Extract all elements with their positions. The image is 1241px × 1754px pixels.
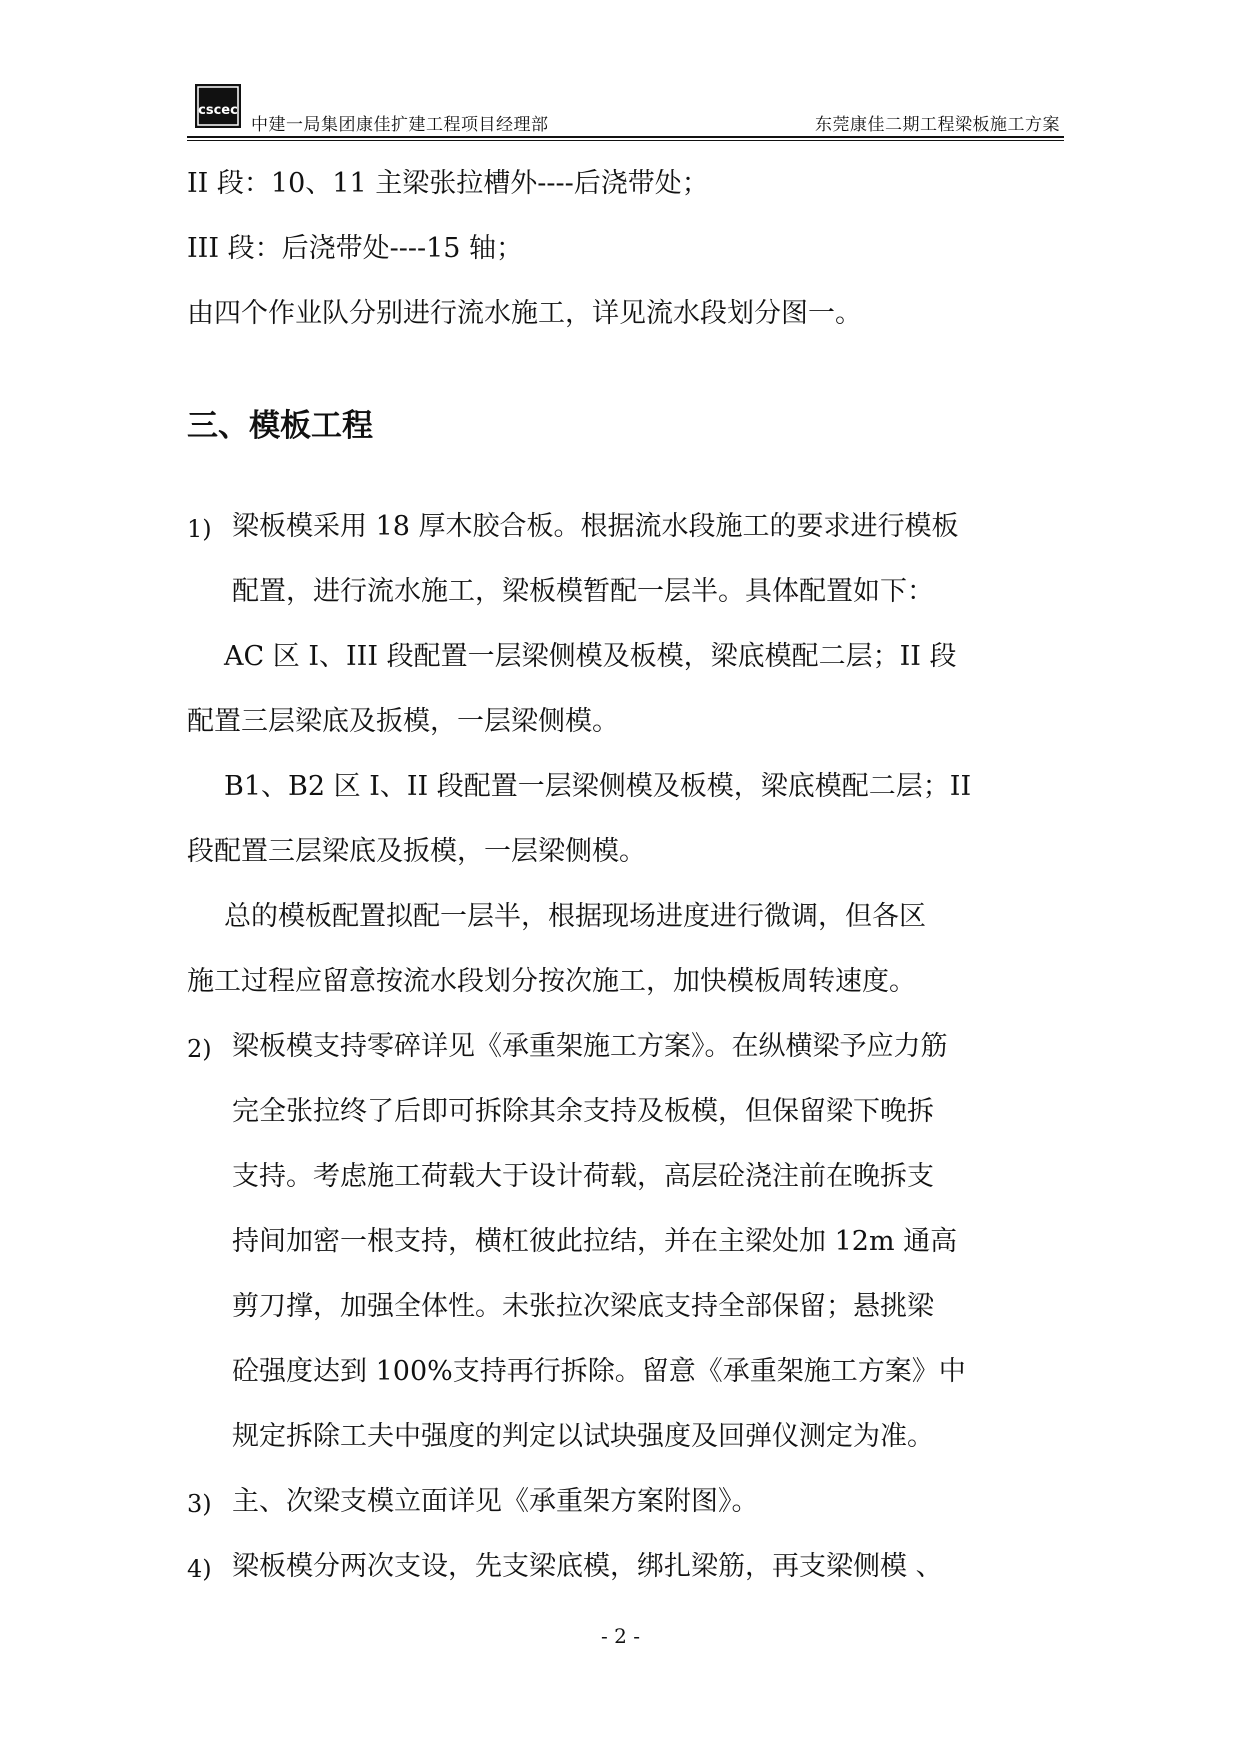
ac-zone-line-1: AC 区 I、III 段配置一层梁侧模及板模，梁底模配二层；II 段: [224, 641, 957, 672]
company-logo-icon: [195, 84, 241, 128]
header-document-title: 东莞康佳二期工程梁板施工方案: [815, 115, 1060, 135]
ac-zone-line-2: 配置三层梁底及扳模，一层梁侧模。: [187, 706, 619, 737]
page-header: [187, 80, 1064, 138]
header-rule-thick: [187, 136, 1064, 138]
item-1-line-2: 配置，进行流水施工，梁板模暂配一层半。具体配置如下：: [232, 576, 934, 607]
segment-ii-line: II 段：10、11 主梁张拉槽外----后浇带处；: [187, 168, 709, 199]
item-2-line-6: 砼强度达到 100%支持再行拆除。留意《承重架施工方案》中: [232, 1356, 966, 1387]
page-number: - 2 -: [601, 1624, 640, 1648]
item-3-line-1: 主、次梁支模立面详见《承重架方案附图》。: [232, 1486, 759, 1517]
item-1-line-1: 梁板模采用 18 厚木胶合板。根据流水段施工的要求进行模板: [232, 511, 959, 542]
item-2-line-2: 完全张拉终了后即可拆除其余支持及板模，但保留梁下晚拆: [232, 1096, 934, 1127]
summary-line-1: 总的模板配置拟配一层半，根据现场进度进行微调，但各区: [224, 901, 926, 932]
list-number-3: 3): [187, 1490, 212, 1518]
teams-line: 由四个作业队分别进行流水施工，详见流水段划分图一。: [187, 298, 862, 329]
b-zone-line-1: B1、B2 区 I、II 段配置一层梁侧模及板模，梁底模配二层；II: [224, 771, 972, 802]
item-2-line-4: 持间加密一根支持，横杠彼此拉结，并在主梁处加 12m 通高: [232, 1226, 958, 1257]
item-2-line-3: 支持。考虑施工荷载大于设计荷载，高层砼浇注前在晚拆支: [232, 1161, 934, 1192]
item-4-line-1: 梁板模分两次支设，先支梁底模，绑扎梁筋，再支梁侧模 、: [232, 1551, 943, 1582]
section-title: 三、模板工程: [187, 408, 373, 444]
list-number-1: 1): [187, 515, 212, 543]
segment-iii-line: III 段：后浇带处----15 轴；: [187, 233, 524, 264]
summary-line-2: 施工过程应留意按流水段划分按次施工，加快模板周转速度。: [187, 966, 916, 997]
item-2-line-7: 规定拆除工夫中强度的判定以试块强度及回弹仪测定为准。: [232, 1421, 934, 1452]
header-rule-thin: [187, 140, 1064, 141]
b-zone-line-2: 段配置三层梁底及扳模，一层梁侧模。: [187, 836, 646, 867]
header-organization: 中建一局集团康佳扩建工程项目经理部: [251, 115, 549, 135]
item-2-line-1: 梁板模支持零碎详见《承重架施工方案》。在纵横梁予应力筋: [232, 1031, 948, 1062]
list-number-4: 4): [187, 1555, 212, 1583]
item-2-line-5: 剪刀撑，加强全体性。未张拉次梁底支持全部保留；悬挑梁: [232, 1291, 934, 1322]
list-number-2: 2): [187, 1035, 212, 1063]
svg-text:cscec: cscec: [198, 103, 238, 118]
